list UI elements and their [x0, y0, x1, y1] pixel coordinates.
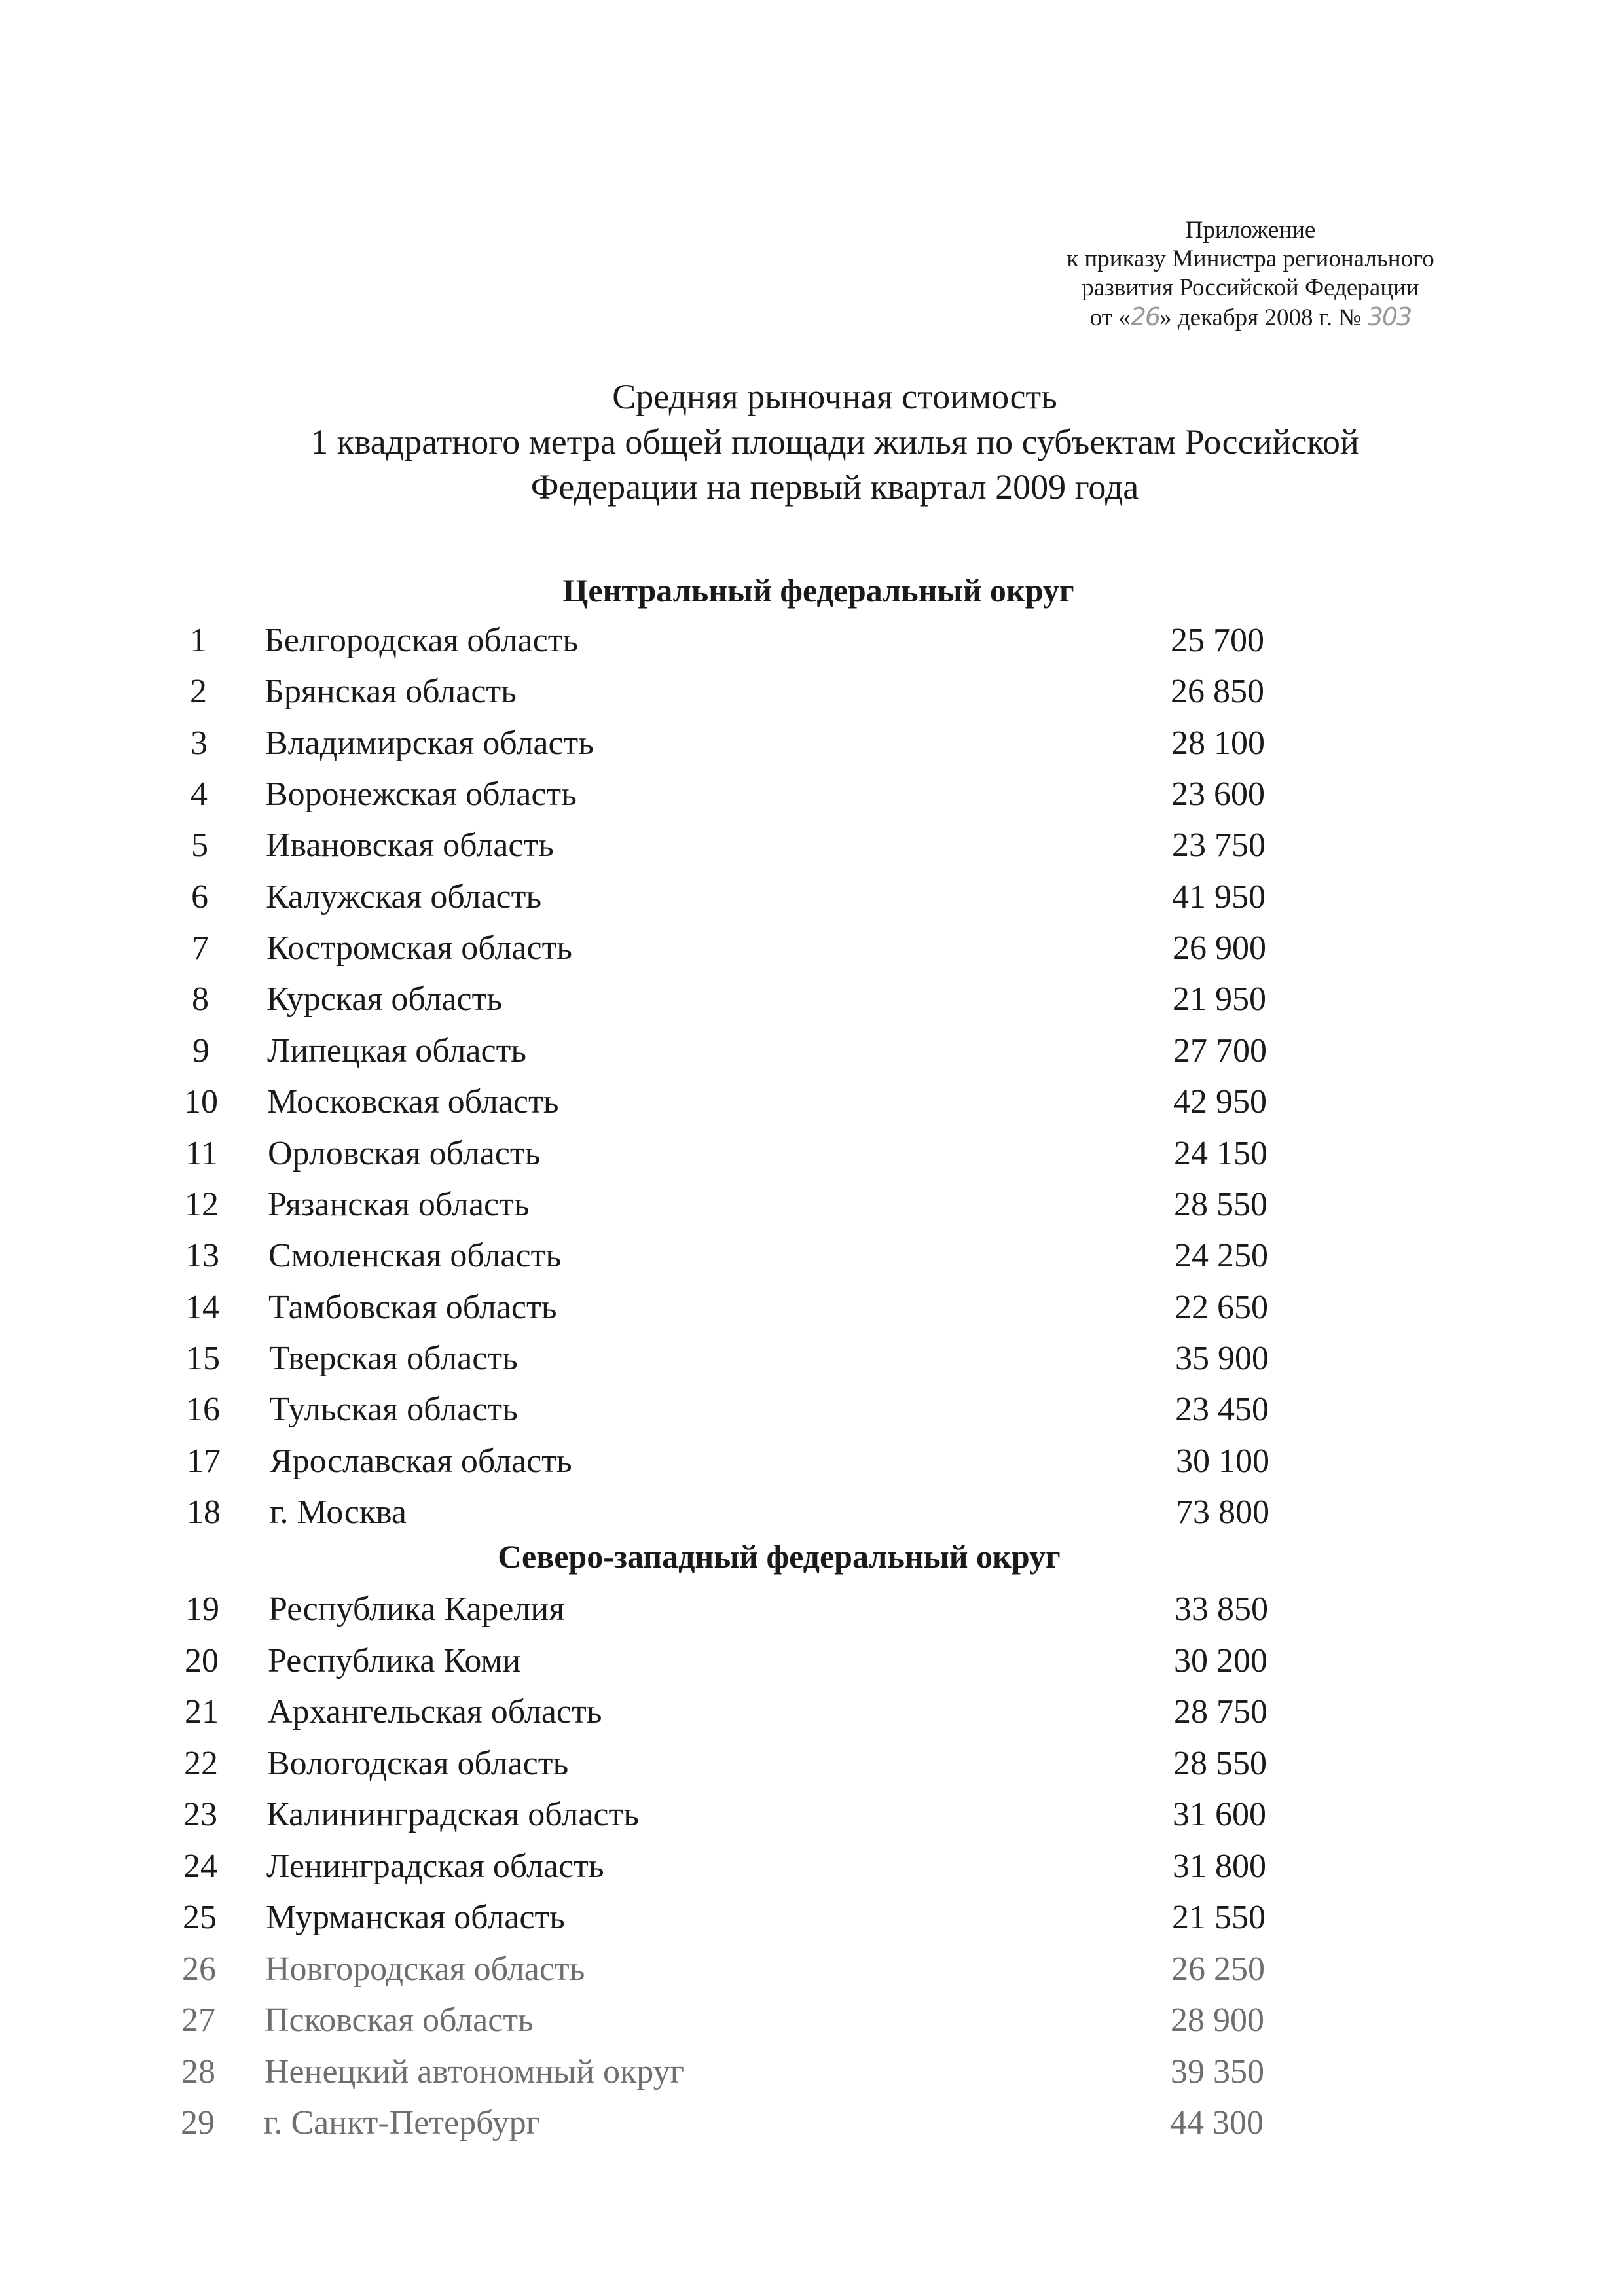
region-name: Псковская область	[264, 2001, 534, 2039]
price-value: 28 550	[1173, 1745, 1267, 1782]
row-number: 2	[190, 673, 207, 710]
price-value: 35 900	[1175, 1340, 1269, 1377]
row-number: 1	[190, 622, 207, 659]
region-name: Липецкая область	[267, 1032, 527, 1069]
region-name: г. Санкт-Петербург	[264, 2104, 540, 2142]
title-line-1: Средняя рыночная стоимость	[612, 377, 1057, 416]
row-number: 10	[184, 1083, 218, 1121]
row-number: 29	[181, 2104, 215, 2142]
row-number: 9	[192, 1032, 210, 1069]
price-value: 27 700	[1173, 1032, 1267, 1069]
row-number: 16	[186, 1391, 220, 1428]
region-name: Орловская область	[268, 1135, 541, 1172]
price-value: 21 950	[1173, 980, 1266, 1018]
region-name: Костромская область	[266, 929, 573, 967]
region-name: Рязанская область	[268, 1186, 530, 1223]
price-value: 31 800	[1173, 1848, 1266, 1885]
row-number: 11	[185, 1135, 219, 1172]
region-name: Тульская область	[269, 1391, 518, 1428]
price-value: 26 850	[1171, 673, 1264, 710]
region-name: Ярославская область	[270, 1443, 572, 1480]
price-value: 26 900	[1173, 929, 1266, 967]
row-number: 21	[185, 1693, 219, 1731]
date-middle: » декабря 2008 г. №	[1159, 304, 1362, 331]
region-name: Смоленская область	[268, 1237, 562, 1274]
price-value: 30 100	[1176, 1443, 1269, 1480]
price-value: 23 750	[1172, 827, 1266, 864]
price-value: 44 300	[1170, 2104, 1264, 2142]
region-name: Белгородская область	[264, 622, 579, 659]
region-name: г. Москва	[270, 1494, 407, 1531]
title-line-3: Федерации на первый квартал 2009 года	[530, 467, 1139, 507]
price-value: 33 850	[1175, 1590, 1268, 1628]
price-value: 24 150	[1174, 1135, 1267, 1172]
price-value: 28 550	[1174, 1186, 1267, 1223]
row-number: 5	[191, 827, 208, 864]
price-value: 23 600	[1171, 776, 1265, 813]
row-number: 24	[183, 1848, 217, 1885]
region-name: Тверская область	[269, 1340, 518, 1377]
row-number: 15	[186, 1340, 220, 1377]
row-number: 13	[185, 1237, 219, 1274]
row-number: 19	[185, 1590, 219, 1628]
region-name: Калужская область	[266, 878, 542, 916]
region-name: Республика Карелия	[268, 1590, 565, 1628]
appendix-line-3: развития Российской Федерации	[1082, 274, 1419, 301]
region-name: Ненецкий автономный округ	[264, 2053, 684, 2090]
title-line-2: 1 квадратного метра общей площади жилья по субъектам Российской	[310, 422, 1359, 461]
price-value: 28 750	[1174, 1693, 1267, 1731]
document-title	[131, 374, 1539, 510]
price-value: 24 250	[1175, 1237, 1268, 1274]
price-value: 39 350	[1171, 2053, 1264, 2090]
region-name: Калининградская область	[266, 1796, 639, 1833]
row-number: 6	[191, 878, 208, 916]
price-value: 73 800	[1176, 1494, 1269, 1531]
row-number: 22	[184, 1745, 218, 1782]
price-value: 21 550	[1172, 1899, 1266, 1936]
handwritten-day: 26	[1130, 302, 1160, 331]
price-value: 26 250	[1171, 1950, 1265, 1988]
region-name: Вологодская область	[267, 1745, 569, 1782]
price-value: 25 700	[1171, 622, 1264, 659]
price-value: 22 650	[1175, 1289, 1268, 1326]
region-name: Воронежская область	[265, 776, 577, 813]
price-value: 23 450	[1175, 1391, 1269, 1428]
region-name: Республика Коми	[268, 1642, 521, 1679]
row-number: 4	[191, 776, 208, 813]
row-number: 20	[185, 1642, 219, 1679]
row-number: 14	[185, 1289, 219, 1326]
row-number: 25	[183, 1899, 217, 1936]
price-value: 28 900	[1171, 2001, 1264, 2039]
row-number: 26	[182, 1950, 216, 1988]
date-prefix: от «	[1089, 304, 1131, 331]
region-name: Курская область	[266, 980, 503, 1018]
row-number: 12	[185, 1186, 219, 1223]
price-value: 28 100	[1171, 725, 1265, 762]
region-name: Мурманская область	[266, 1899, 565, 1936]
row-number: 23	[183, 1796, 217, 1833]
region-name: Владимирская область	[265, 725, 594, 762]
region-name: Новгородская область	[265, 1950, 585, 1988]
region-name: Архангельская область	[268, 1693, 602, 1731]
row-number: 28	[181, 2053, 215, 2090]
handwritten-order-number: 303	[1367, 302, 1412, 331]
appendix-line-1: Приложение	[1185, 217, 1316, 243]
region-name: Ленинградская область	[266, 1848, 604, 1885]
price-value: 42 950	[1173, 1083, 1267, 1121]
row-number: 18	[187, 1494, 221, 1531]
price-value: 31 600	[1173, 1796, 1266, 1833]
appendix-date-line	[1021, 302, 1480, 332]
region-name: Тамбовская область	[268, 1289, 557, 1326]
region-name: Брянская область	[264, 673, 517, 710]
section-heading-central: Центральный федеральный округ	[562, 572, 1074, 609]
region-name: Ивановская область	[266, 827, 554, 864]
row-number: 27	[181, 2001, 215, 2039]
price-value: 30 200	[1174, 1642, 1267, 1679]
appendix-line-2: к приказу Министра регионального	[1067, 245, 1434, 272]
appendix-block	[1021, 216, 1480, 332]
row-number: 3	[191, 725, 208, 762]
row-number: 8	[192, 980, 209, 1018]
region-name: Московская область	[267, 1083, 559, 1121]
row-number: 7	[192, 929, 209, 967]
price-value: 41 950	[1172, 878, 1266, 916]
section-heading-northwest: Северо-западный федеральный округ	[498, 1538, 1061, 1575]
row-number: 17	[187, 1443, 221, 1480]
